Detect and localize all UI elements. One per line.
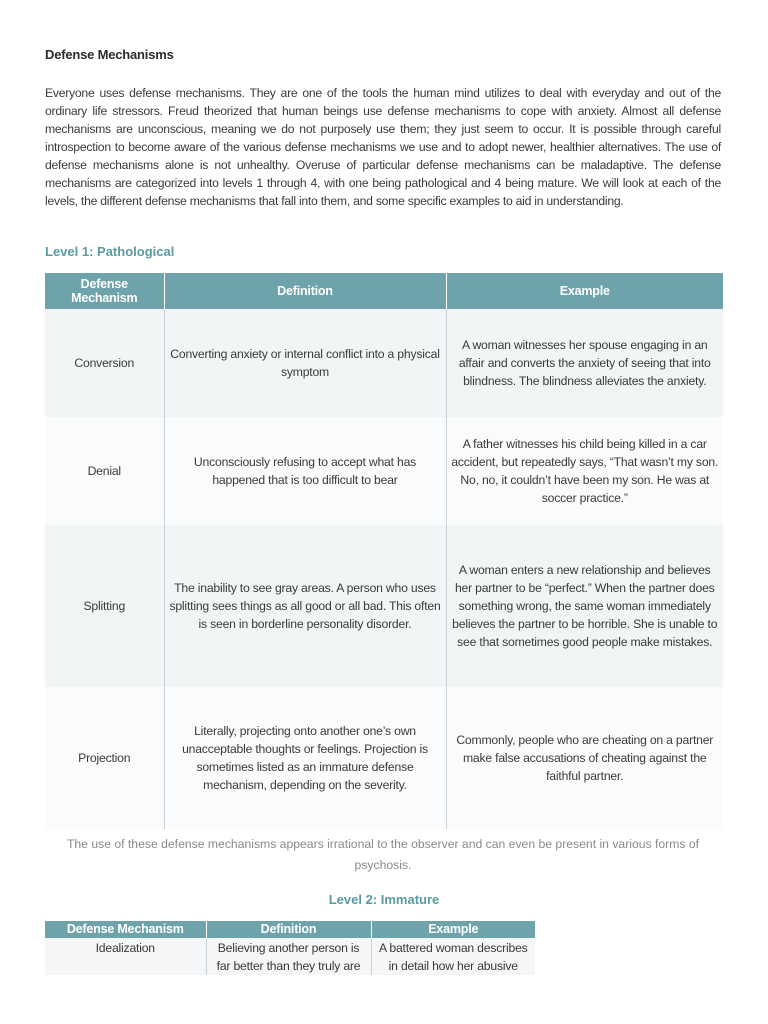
example-cell: A father witnesses his child being killed in a car accident, but repeatedly says, “That wasn’t my son. No, no, it couldn’t have been my son. He was at soccer practice.” [446,417,723,525]
definition-cell: Unconsciously refusing to accept what has happened that is too difficult to bear [164,417,446,525]
mechanism-cell: Splitting [45,525,164,687]
header-mechanism: Defense Mechanism [45,921,206,938]
header-definition: Definition [206,921,371,938]
table-row [45,938,535,975]
level2-heading: Level 2: Immature [328,892,440,907]
level1-heading: Level 1: Pathological [45,244,175,259]
table-row [45,687,723,829]
document-title: Defense Mechanisms [45,47,174,62]
table-row [45,525,723,687]
header-example: Example [446,273,723,309]
example-cell: A battered woman describes in detail how her abusive [371,938,535,975]
definition-cell: The inability to see gray areas. A person who uses splitting sees things as all good or all bad. This often is seen in borderline personality disorder. [164,525,446,687]
level1-note: The use of these defense mechanisms appears irrational to the observer and can even be present in various forms of psychosis. [66,837,700,872]
mechanism-cell: Idealization [45,938,206,975]
intro-paragraph: Everyone uses defense mechanisms. They are one of the tools the human mind utilizes to deal with everyday and out of the ordinary life stressors. Freud theorized that human beings use defense mechanisms to cope with anxiety. Almost all defense mechanisms are unconscious, meaning we do not purposely use them; they just seem to occur. It is possible through careful introspection to become aware of the various defense mechanisms we use and to adopt newer, healthier alternatives. The use of defense mechanisms alone is not unhealthy. Overuse of particular defense mechanisms can be maladaptive. The defense mechanisms are categorized into levels 1 through 4, with one being pathological and 4 being mature. We will look at each of the levels, the different defense mechanisms that fall into them, and some specific examples to aid in understanding. [45,86,721,208]
mechanism-cell: Projection [45,687,164,829]
level1-table [45,273,723,829]
example-cell: A woman enters a new relationship and believes her partner to be “perfect.” When the partner does something wrong, the same woman immediately believes the partner to be horrible. She is unable to see that sometimes good people make mistakes. [446,525,723,687]
table-header-row [45,273,723,309]
definition-cell: Literally, projecting onto another one’s own unacceptable thoughts or feelings. Projection is sometimes listed as an immature defense mechanism, depending on the severity. [164,687,446,829]
level2-table [45,921,535,975]
definition-cell: Believing another person is far better than they truly are [206,938,371,975]
header-example: Example [371,921,535,938]
table-row [45,309,723,417]
example-cell: Commonly, people who are cheating on a partner make false accusations of cheating against the faithful partner. [446,687,723,829]
header-mechanism: Defense Mechanism [45,273,164,309]
example-cell: A woman witnesses her spouse engaging in an affair and converts the anxiety of seeing that into blindness. The blindness alleviates the anxiety. [446,309,723,417]
table-row [45,417,723,525]
mechanism-cell: Denial [45,417,164,525]
mechanism-cell: Conversion [45,309,164,417]
table-header-row [45,921,535,938]
definition-cell: Converting anxiety or internal conflict into a physical symptom [164,309,446,417]
header-definition: Definition [164,273,446,309]
